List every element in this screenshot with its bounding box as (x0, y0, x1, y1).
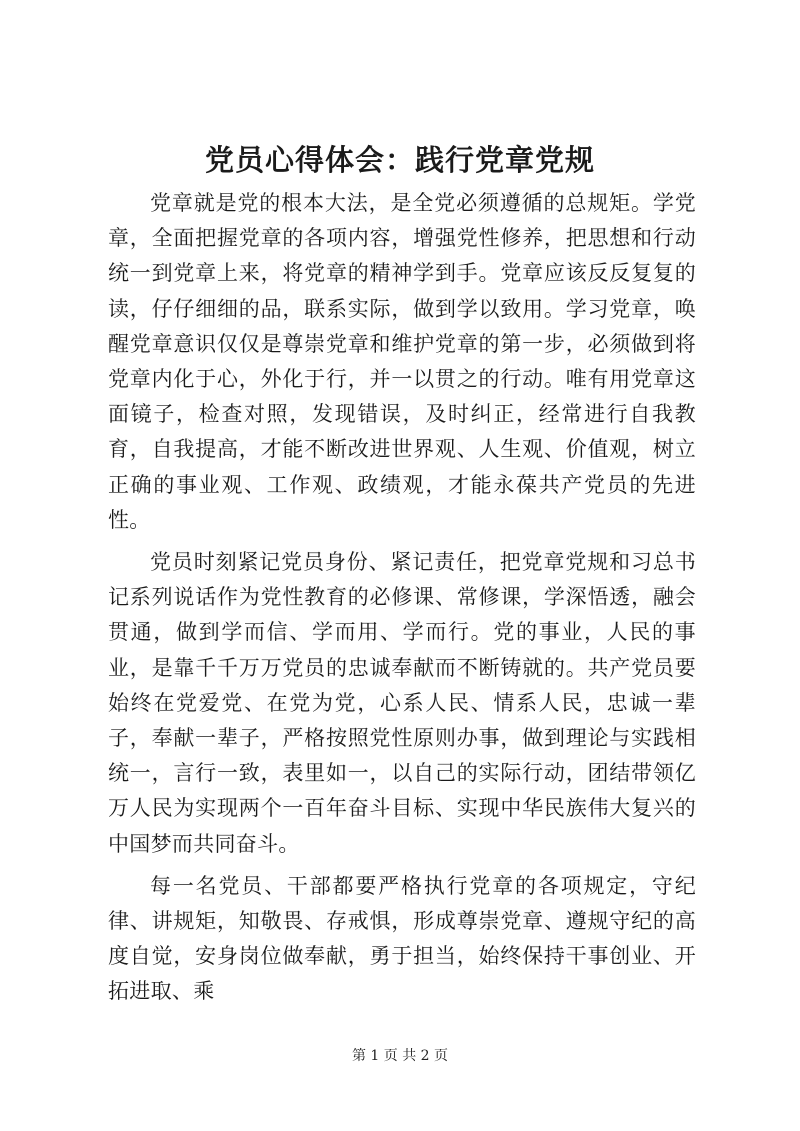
paragraph-2: 党员时刻紧记党员身份、紧记责任，把党章党规和习总书记系列说话作为党性教育的必修课、常修课，学深悟透，融会贯通，做到学而信、学而用、学而行。党的事业，人民的事业，是靠千千万万党员的忠诚奉献而不断铸就的。共产党员要始终在党爱党、在党为党，心系人民、情系人民，忠诚一辈子，奉献一辈子，严格按照党性原则办事，做到理论与实践相统一，言行一致，表里如一，以自己的实际行动，团结带领亿万人民为实现两个一百年奋斗目标、实现中华民族伟大复兴的中国梦而共同奋斗。 (108, 550, 696, 856)
page-title: 党员心得体会：践行党章党规 (204, 143, 595, 177)
paragraph-1: 党章就是党的根本大法，是全党必须遵循的总规矩。学党章，全面把握党章的各项内容，增强党性修养，把思想和行动统一到党章上来，将党章的精神学到手。党章应该反反复复的读，仔仔细细的品，联系实际，做到学以致用。学习党章，唤醒党章意识仅仅是尊崇党章和维护党章的第一步，必须做到将党章内化于心，外化于行，并一以贯之的行动。唯有用党章这面镜子，检查对照，发现错误，及时纠正，经常进行自我教育，自我提高，才能不断改进世界观、人生观、价值观，树立正确的事业观、工作观、政绩观，才能永葆共产党员的先进性。 (108, 191, 696, 532)
paragraph-3: 每一名党员、干部都要严格执行党章的各项规定，守纪律、讲规矩，知敬畏、存戒惧，形成尊崇党章、遵规守纪的高度自觉，安身岗位做奉献，勇于担当，始终保持干事创业、开拓进取、乘 (108, 873, 696, 1004)
page-footer: 第 1 页 共 2 页 (351, 1048, 449, 1064)
document-body (108, 186, 696, 1010)
